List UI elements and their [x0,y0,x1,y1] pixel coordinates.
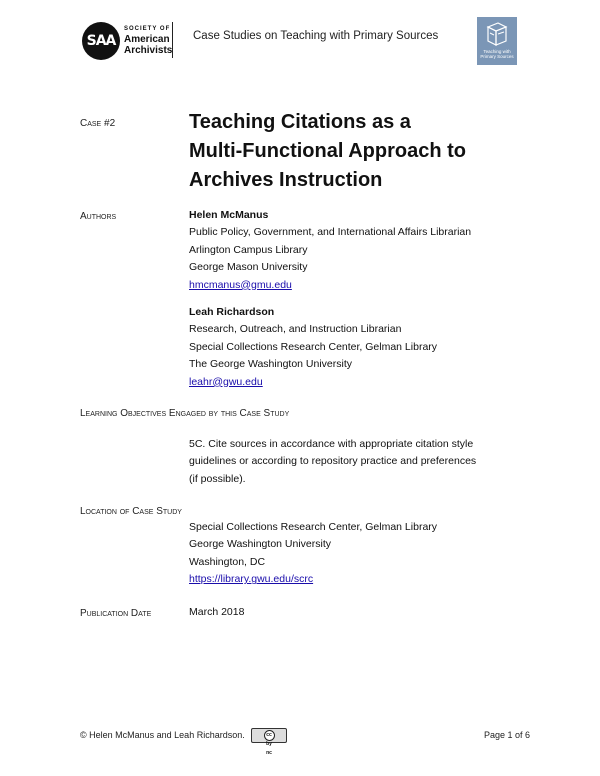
case-title-line: Archives Instruction [189,169,383,191]
location-label: Location of Case Study [80,506,182,517]
case-title [189,108,466,195]
saa-logo-line1: SOCIETY OF [124,26,171,32]
location-line: Special Collections Research Center, Gelman Library [189,521,438,533]
publication-label: Publication Date [80,608,152,619]
objectives-label: Learning Objectives Engaged by this Case Study [80,408,290,419]
footer-copyright: © Helen McManus and Leah Richardson. [80,730,245,740]
location-line: Washington, DC [189,555,266,568]
objectives-text [189,436,476,488]
author-block-2 [189,304,437,391]
saa-logo-text [124,24,172,56]
author-affiliation-line: The George Washington University [189,358,353,371]
author-email-link[interactable]: hmcmanus@gmu.edu [189,278,292,291]
author-affiliation-line: George Mason University [189,261,308,274]
tps-label-line1: Teaching with [483,49,511,54]
saa-logo-mark: SAA [82,22,120,60]
tps-label-line2: Primary Sources [480,54,514,59]
series-title: Case Studies on Teaching with Primary Sources [193,30,439,42]
tps-logo [477,17,517,65]
document-stack-icon [486,21,508,47]
location-line: George Washington University [189,538,332,551]
author-affiliation-line: Special Collections Research Center, Gelman Library [189,340,438,353]
author-email-link[interactable]: leahr@gwu.edu [189,375,263,388]
objective-line: 5C. Cite sources in accordance with appropriate citation style [189,438,474,450]
location-url-link[interactable]: https://library.gwu.edu/scrc [189,573,314,586]
cc-icon: cc by nc [264,730,275,741]
tps-label [477,49,517,59]
case-title-line: Multi-Functional Approach to [189,140,467,162]
author-name: Helen McManus [189,209,269,221]
header-divider [172,22,173,58]
author-block-1 [189,207,471,294]
page-number: Page 1 of 6 [484,730,531,740]
objective-line: (if possible). [189,472,246,485]
cc-license-badge[interactable] [251,728,287,756]
author-affiliation-line: Research, Outreach, and Instruction Librarian [189,323,402,336]
location-text [189,519,437,589]
publication-date: March 2018 [189,606,245,618]
saa-logo-line3: Archivists [124,45,173,56]
author-name: Leah Richardson [189,306,275,318]
case-title-line: Teaching Citations as a [189,111,411,133]
author-affiliation-line: Public Policy, Government, and International Affairs Librarian [189,226,472,239]
case-label: Case #2 [80,118,116,129]
authors-label: Authors [80,211,117,222]
saa-logo-line2: American [124,34,170,45]
objective-line: guidelines or according to repository practice and preferences [189,455,477,468]
author-affiliation-line: Arlington Campus Library [189,243,308,256]
